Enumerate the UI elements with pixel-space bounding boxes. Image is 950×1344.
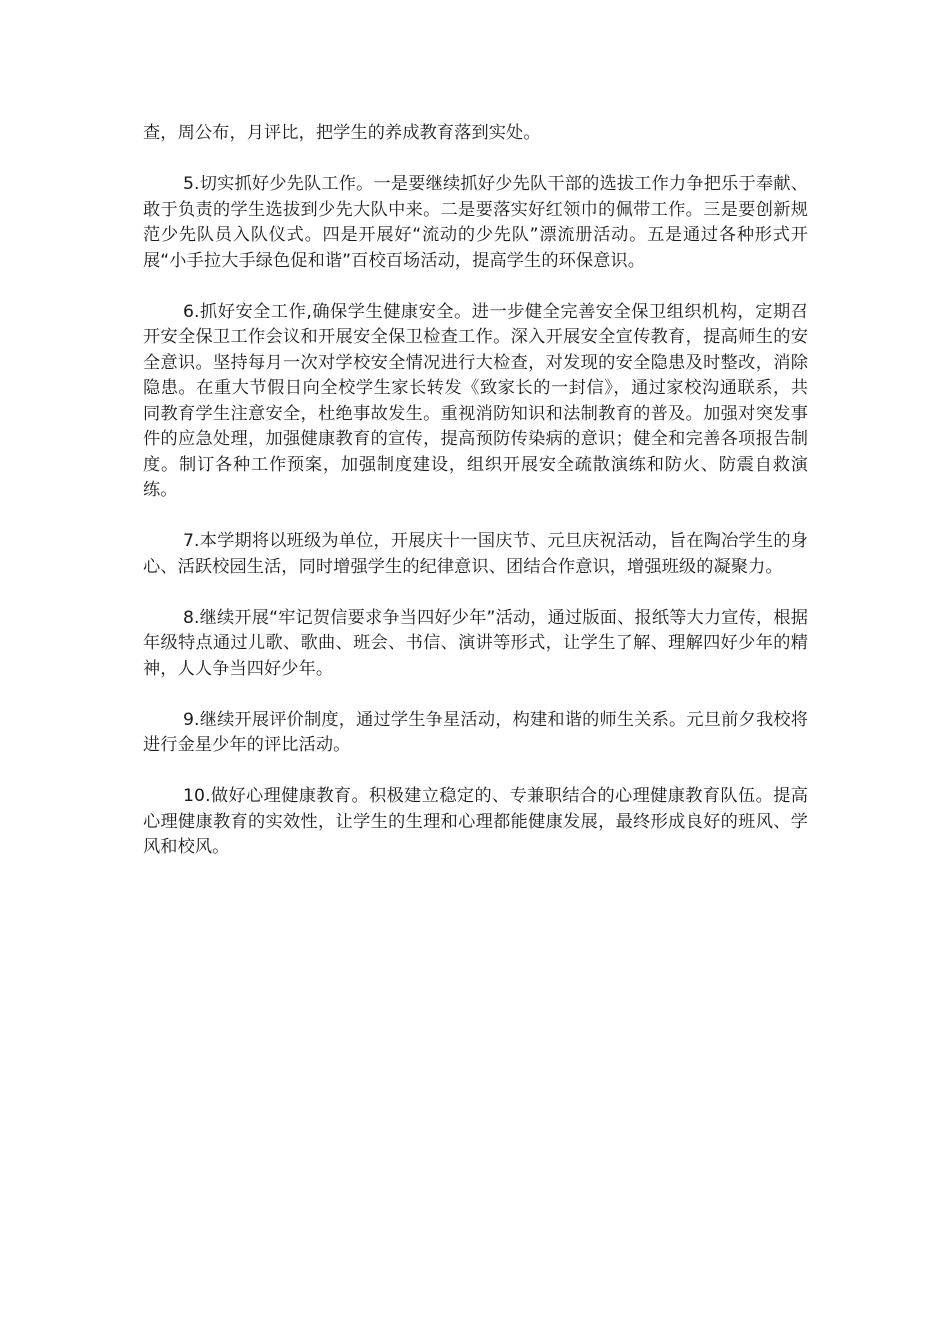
- paragraph-continuation: 查，周公布，月评比，把学生的养成教育落到实处。: [143, 123, 541, 143]
- paragraph-item-7: 7.本学期将以班级为单位，开展庆十一国庆节、元旦庆祝活动，旨在陶冶学生的身心、活跃校园生活，同时增强学生的纪律意识、团结合作意识，增强班级的凝聚力。: [143, 531, 808, 577]
- paragraph-gap: [143, 274, 808, 300]
- paragraph-item-9: 9.继续开展评价制度，通过学生争星活动，构建和谐的师生关系。元旦前夕我校将进行金星少年的评比活动。: [143, 709, 808, 755]
- paragraph-gap: [143, 759, 808, 785]
- paragraph-gap: [143, 682, 808, 708]
- paragraph-gap: [143, 580, 808, 606]
- paragraph-item-8: 8.继续开展“牢记贺信要求争当四好少年”活动，通过版面、报纸等大力宣传，根据年级特点通过儿歌、歌曲、班会、书信、演讲等形式，让学生了解、理解四好少年的精神，人人争当四好少年。: [143, 607, 808, 679]
- paragraph-item-6: 6.抓好安全工作,确保学生健康安全。进一步健全完善安全保卫组织机构，定期召开安全保卫工作会议和开展安全保卫检查工作。深入开展安全宣传教育，提高师生的安全意识。坚持每月一次对学校安全情况进行大检查，对发现的安全隐患及时整改，消除隐患。在重大节假日向全校学生家长转发《致家长的一封信》，通过家校沟通联系，共同教育学生注意安全，杜绝事故发生。重视消防知识和法制教育的普及。加强对突发事件的应急处理，加强健康教育的宣传，提高预防传染病的意识；健全和完善各项报告制度。制订各种工作预案，加强制度建设，组织开展安全疏散演练和防火、防震自救演练。: [143, 301, 808, 500]
- paragraph-gap: [143, 504, 808, 530]
- document-body: [143, 121, 808, 861]
- paragraph-item-10: 10.做好心理健康教育。积极建立稳定的、专兼职结合的心理健康教育队伍。提高心理健康教育的实效性，让学生的生理和心理都能健康发展，最终形成良好的班风、学风和校风。: [143, 786, 808, 857]
- paragraph-item-5: 5.切实抓好少先队工作。一是要继续抓好少先队干部的选拔工作力争把乐于奉献、敢于负责的学生选拔到少先大队中来。二是要落实好红领巾的佩带工作。三是要创新规范少先队员入队仪式。四是开展好“流动的少先队”漂流册活动。五是通过各种形式开展“小手拉大手绿色促和谐”百校百场活动，提高学生的环保意识。: [143, 174, 808, 271]
- paragraph-gap: [143, 147, 808, 173]
